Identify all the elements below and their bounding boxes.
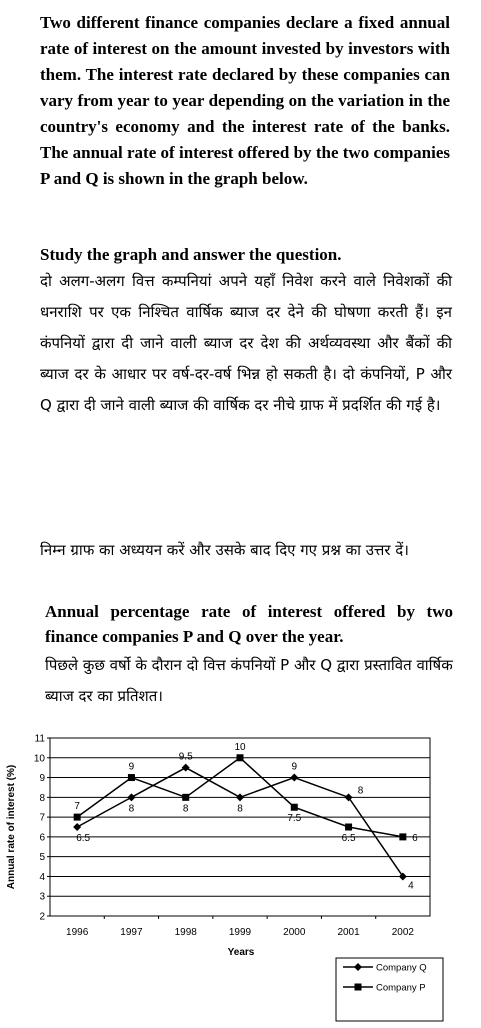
y-tick-label: 3 — [39, 891, 45, 903]
data-label: 9 — [128, 761, 135, 773]
data-label: 7 — [74, 801, 80, 813]
data-label: 6.5 — [341, 833, 356, 844]
y-tick-label: 11 — [34, 733, 45, 745]
x-tick-label: 1997 — [120, 927, 143, 938]
data-label: 8 — [357, 785, 364, 797]
y-tick-label: 6 — [39, 832, 45, 844]
data-label: 8 — [237, 803, 243, 815]
data-label: 6 — [412, 832, 418, 844]
legend — [336, 958, 443, 1021]
data-label: 8 — [182, 803, 189, 815]
y-tick-label: 9 — [39, 773, 45, 785]
y-tick-label: 7 — [39, 812, 45, 824]
y-tick-labels — [34, 734, 46, 923]
y-tick-label: 10 — [33, 753, 45, 765]
x-tick-label: 1999 — [228, 927, 252, 938]
x-tick-label: 2001 — [337, 927, 360, 938]
data-label: 4 — [408, 880, 414, 892]
x-tick-label: 2002 — [391, 927, 414, 938]
data-label: 7.5 — [287, 813, 302, 825]
y-tick-label: 5 — [39, 852, 45, 864]
y-tick-label: 2 — [39, 911, 45, 923]
legend-marker-square — [355, 984, 362, 991]
company-p-point — [128, 774, 135, 781]
data-label: 9 — [291, 761, 298, 773]
y-tick-label: 4 — [39, 871, 45, 883]
data-label: 8 — [128, 803, 135, 815]
legend-label: Company Q — [376, 962, 427, 974]
plot-area — [50, 738, 430, 916]
caption-english: Annual percentage rate of interest offered by two finance companies P and Q over the year. — [45, 602, 453, 646]
interest-rate-chart — [0, 728, 481, 1028]
intro-english: Two different finance companies declare a fixed annual rate of interest on the amount invested by investors with them. The interest rate declared by these companies can vary from year to year depending on the variation in the country's economy and the interest rate of the banks. The annual rate of interest offered by the two companies P and Q is shown in the graph below. — [40, 13, 450, 188]
company-p-point — [399, 833, 406, 840]
caption-hindi: पिछले कुछ वर्षो के दौरान दो वित्त कंपनियों P और Q द्वारा प्रस्तावित वार्षिक ब्याज दर का प्रतिशत। — [45, 656, 453, 705]
company-p-point — [291, 804, 298, 811]
study-instruction: Study the graph and answer the question. — [40, 245, 342, 264]
company-p-point — [182, 794, 189, 801]
x-axis-label: Years — [227, 947, 255, 958]
x-tick-label: 1996 — [66, 927, 89, 938]
y-tick-label: 8 — [39, 792, 45, 804]
x-tick-labels — [66, 927, 414, 938]
legend-label: Company P — [376, 982, 426, 994]
x-tick-label: 2000 — [283, 927, 306, 938]
intro-hindi: दो अलग-अलग वित्त कम्पनियां अपने यहाँ निवेश करने वाले निवेशकों की धनराशि पर एक निश्चित वार्षिक ब्याज दर देने की घोषणा करती हैं। इन कंपनियों द्वारा दी जाने वाली ब्याज दर देश की अर्थव्यवस्था और बैंकों की ब्याज दर के आधार पर वर्ष-दर-वर्ष भिन्न हो सकती है। दो कंपनियों, P और Q द्वारा दी जाने वाली ब्याज की वार्षिक दर नीचे ग्राफ में प्रदर्शित की गई है। — [40, 272, 452, 414]
intro-hindi-study: निम्न ग्राफ का अध्ययन करें और उसके बाद दिए गए प्रश्न का उत्तर दें। — [40, 541, 409, 559]
company-p-point — [237, 754, 244, 761]
company-p-point — [74, 814, 81, 821]
x-tick-label: 1998 — [174, 927, 197, 938]
data-label: 10 — [234, 741, 246, 753]
data-label: 6.5 — [76, 833, 91, 844]
data-label: 9.5 — [178, 751, 193, 763]
y-axis-label: Annual rate of interest (%) — [6, 764, 17, 890]
company-p-point — [345, 824, 352, 831]
